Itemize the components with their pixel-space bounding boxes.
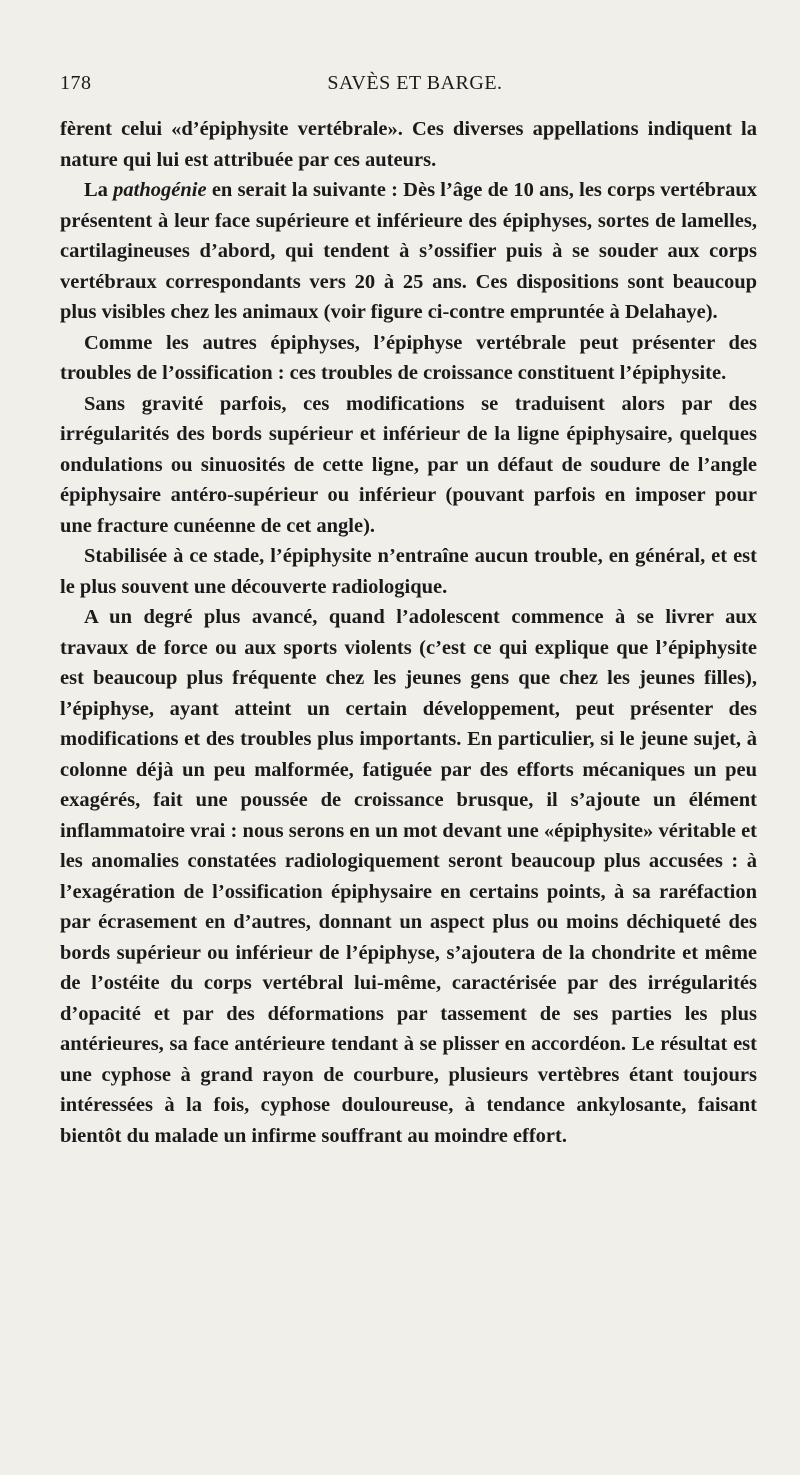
paragraph: fèrent celui «d’épiphysite vertébrale». Ces diverses appellations indiquent la nature qui lui est attribuée par ces auteurs. xyxy=(60,118,757,171)
paragraph: Comme les autres épiphyses, l’épiphyse vertébrale peut présenter des troubles de l’ossification : ces troubles de croissance constituent l’épiphysite. xyxy=(60,331,757,384)
running-title: SAVÈS ET BARGE. xyxy=(327,72,503,94)
paragraph: Stabilisée à ce stade, l’épiphysite n’entraîne aucun trouble, en général, et est le plus souvent une découverte radiologique. xyxy=(60,545,757,598)
page-number: 178 xyxy=(60,72,92,94)
italic-term: pathogénie xyxy=(113,179,207,201)
paragraph xyxy=(60,175,757,328)
paragraph-lead: La xyxy=(84,179,114,201)
page-header xyxy=(60,72,760,102)
paragraph-text: en serait la suivante : Dès l’âge de 10 ans, les corps vertébraux présentent à leur face supérieure et inférieure des épiphyses, sortes de lamelles, cartilagineuses d’abord, qui tendent à s’ossifier puis à se souder aux corps vertébraux correspondants vers 20 à 25 ans. Ces dispositions sont beaucoup plus visibles chez les animaux (voir figure ci-contre empruntée à Delahaye). xyxy=(60,179,757,323)
paragraph: A un degré plus avancé, quand l’adolescent commence à se livrer aux travaux de force ou aux sports violents (c’est ce qui explique que l’épiphysite est beaucoup plus fréquente chez les jeunes gens que chez les jeunes filles), l’épiphyse, ayant atteint un certain développement, peut présenter des modifications et des troubles plus importants. En particulier, si le jeune sujet, à colonne déjà un peu malformée, fatiguée par des efforts mécaniques un peu exagérés, fait une poussée de croissance brusque, il s’ajoute un élément inflammatoire vrai : nous serons en un mot devant une «épiphysite» véritable et les anomalies constatées radiologiquement seront beaucoup plus accusées : à l’exagération de l’ossification épiphysaire en certains points, à sa raréfaction par écrasement en d’autres, donnant un aspect plus ou moins déchiqueté des bords supérieur ou inférieur de l’épiphyse, s’ajoutera de la chondrite et même de l’ostéite du corps vertébral lui-même, caractérisée par des irrégularités d’opacité et par des déformations par tassement de ses parties les plus antérieures, sa face antérieure tendant à se plisser en accordéon. Le résultat est une cyphose à grand rayon de courbure, plusieurs vertèbres étant toujours intéressées à la fois, cyphose douloureuse, à tendance ankylosante, faisant bientôt du malade un infirme souffrant au moindre effort. xyxy=(60,606,757,1147)
body-text xyxy=(60,114,757,1151)
paragraph: Sans gravité parfois, ces modifications se traduisent alors par des irrégularités des bords supérieur et inférieur de la ligne épiphysaire, quelques ondulations ou sinuosités de cette ligne, par un défaut de soudure de l’angle épiphysaire antéro-supérieur ou inférieur (pouvant parfois en imposer pour une fracture cunéenne de cet angle). xyxy=(60,392,757,537)
